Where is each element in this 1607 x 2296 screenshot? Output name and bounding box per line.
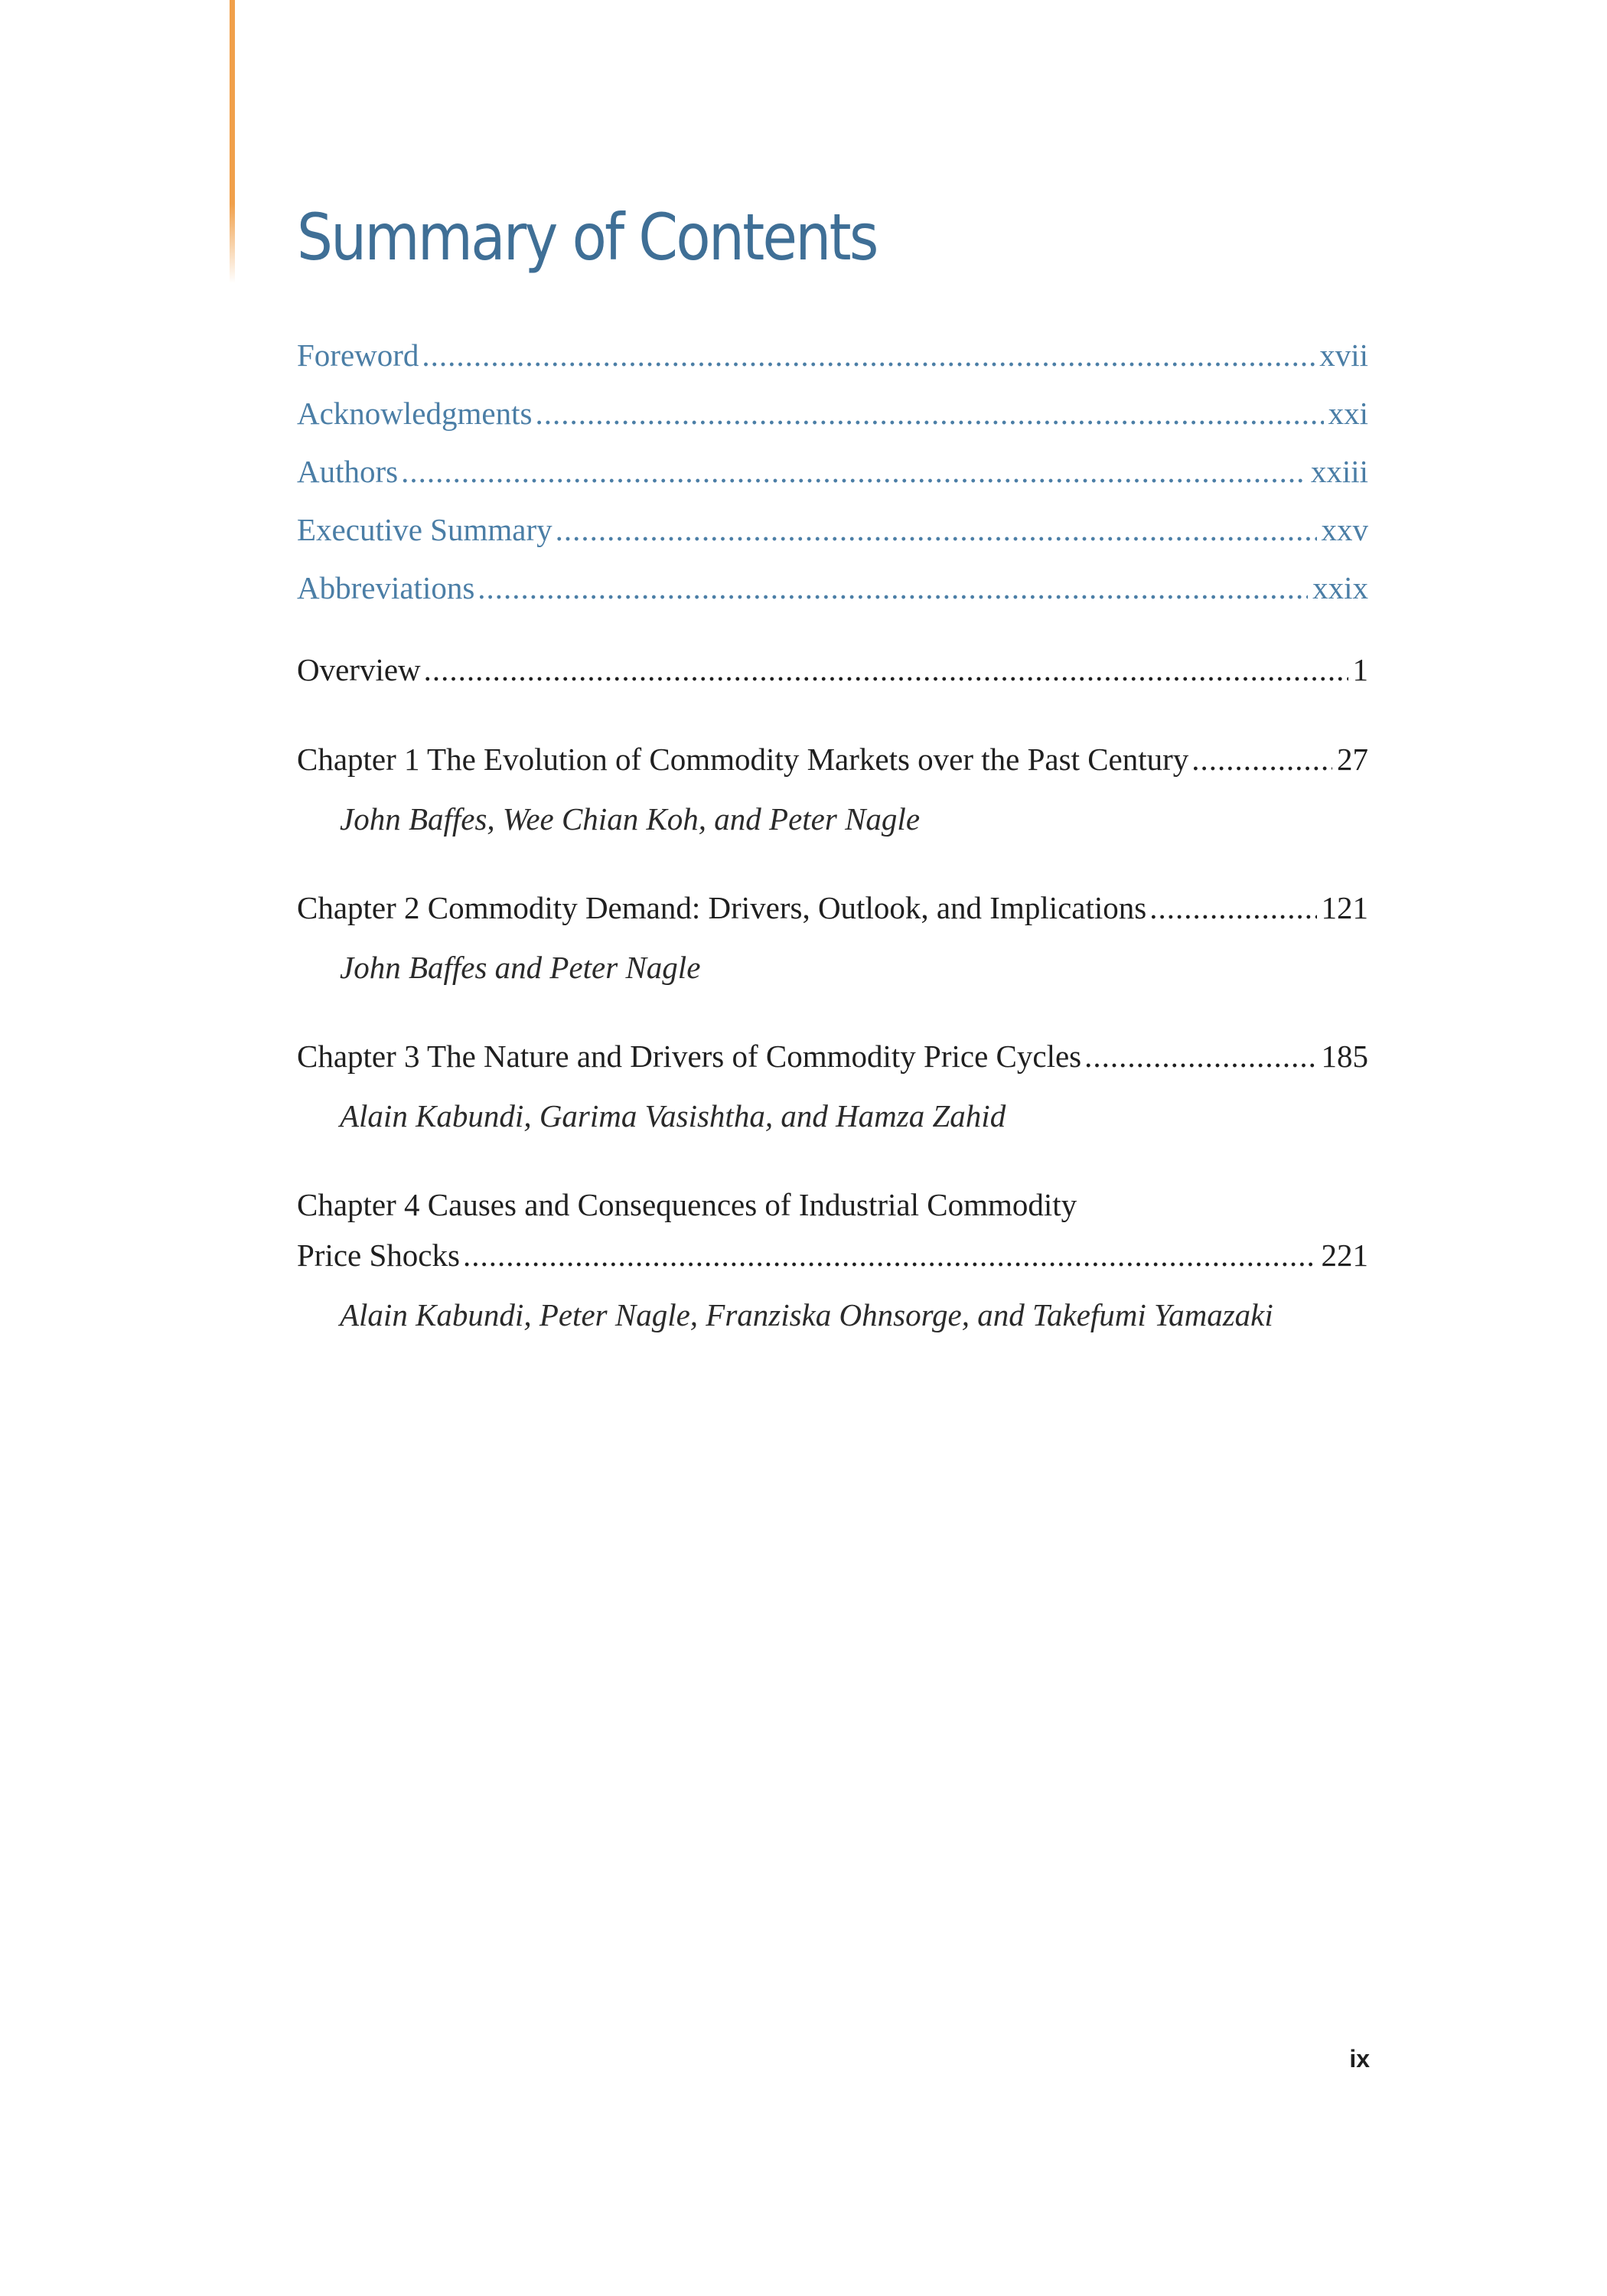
toc-entry-label: Overview (297, 652, 421, 687)
toc-entry-page: 185 (1321, 1039, 1368, 1074)
toc-entry-label: Abbreviations (297, 570, 475, 605)
toc-entry-label: Authors (297, 454, 399, 489)
toc-entry-chapter-3[interactable] (297, 1033, 1368, 1079)
dot-leader (1084, 1033, 1316, 1079)
toc-entry-page: xxix (1312, 570, 1368, 605)
dot-leader (422, 332, 1315, 378)
chapter-authors: Alain Kabundi, Peter Nagle, Franziska Ohnsorge, and Takefumi Yamazaki (340, 1297, 1273, 1332)
toc-entry-page: xxi (1328, 396, 1368, 431)
toc-entry-page: 1 (1352, 652, 1368, 687)
page-number: ix (1349, 2045, 1370, 2073)
toc-entry-chapter-2[interactable] (297, 885, 1368, 931)
toc-entry-page: 27 (1337, 742, 1368, 777)
chapter-authors: John Baffes and Peter Nagle (340, 950, 701, 985)
dot-leader (478, 565, 1308, 611)
toc-entry-page: 121 (1321, 890, 1368, 925)
dot-leader (1191, 736, 1332, 782)
toc-entry-acknowledgments[interactable] (297, 390, 1368, 436)
page-title: Summary of Contents (297, 200, 877, 275)
chapter-title: Chapter 2 Commodity Demand: Drivers, Outlook, and Implications (297, 890, 1147, 925)
toc-entry-page: xxiii (1310, 454, 1368, 489)
toc-entry-overview[interactable] (297, 647, 1368, 693)
toc-entry-page: 221 (1321, 1238, 1368, 1273)
toc-entry-label: Executive Summary (297, 512, 553, 547)
toc-entry-page: xvii (1319, 338, 1368, 373)
toc-entry-label: Foreword (297, 338, 419, 373)
accent-bar (230, 0, 235, 283)
toc-entry-authors[interactable] (297, 448, 1368, 494)
chapter-title-line-2: Price Shocks (297, 1238, 460, 1273)
dot-leader (463, 1232, 1317, 1278)
dot-leader (556, 507, 1317, 553)
dot-leader (424, 647, 1348, 693)
dot-leader (535, 390, 1323, 436)
chapter-title-line-1[interactable]: Chapter 4 Causes and Consequences of Industrial Commodity (297, 1187, 1077, 1222)
chapter-authors: John Baffes, Wee Chian Koh, and Peter Nagle (340, 801, 921, 837)
toc-entry-chapter-1[interactable] (297, 736, 1368, 782)
toc-entry-foreword[interactable] (297, 332, 1368, 378)
toc-entry-page: xxv (1321, 512, 1368, 547)
toc-entry-chapter-4[interactable] (297, 1232, 1368, 1278)
chapter-authors: Alain Kabundi, Garima Vasishtha, and Hamza Zahid (340, 1098, 1006, 1133)
toc-entry-executive-summary[interactable] (297, 507, 1368, 553)
toc-entry-label: Acknowledgments (297, 396, 533, 431)
chapter-title: Chapter 3 The Nature and Drivers of Commodity Price Cycles (297, 1039, 1082, 1074)
dot-leader (1149, 885, 1316, 931)
toc-entry-abbreviations[interactable] (297, 565, 1368, 611)
dot-leader (401, 448, 1306, 494)
chapter-title: Chapter 1 The Evolution of Commodity Markets over the Past Century (297, 742, 1189, 777)
